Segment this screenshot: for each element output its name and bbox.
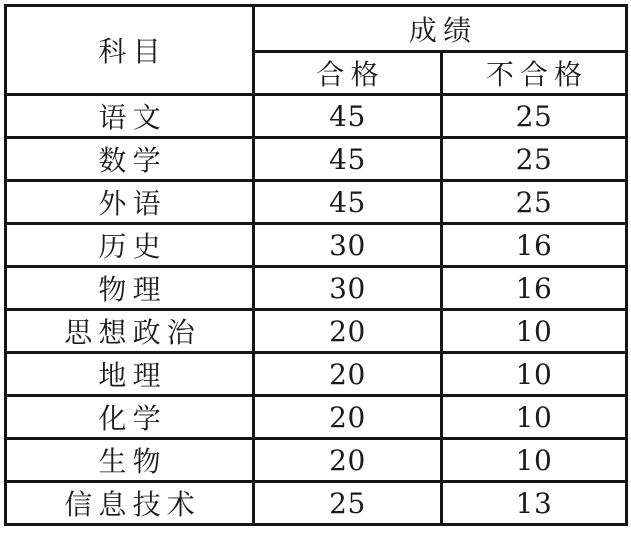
pass-cell: 20 xyxy=(254,353,442,396)
table-row xyxy=(6,224,627,267)
fail-cell: 10 xyxy=(442,353,627,396)
subject-cell: 思想政治 xyxy=(6,310,254,353)
table-row xyxy=(6,482,627,525)
scores-table xyxy=(4,4,628,526)
pass-cell: 45 xyxy=(254,181,442,224)
header-row-top xyxy=(6,6,627,52)
subject-cell: 数学 xyxy=(6,138,254,181)
fail-cell: 10 xyxy=(442,396,627,439)
table-row xyxy=(6,396,627,439)
fail-cell: 10 xyxy=(442,439,627,482)
header-pass: 合格 xyxy=(254,52,442,95)
fail-cell: 25 xyxy=(442,138,627,181)
fail-cell: 25 xyxy=(442,95,627,138)
fail-cell: 16 xyxy=(442,224,627,267)
table-row xyxy=(6,310,627,353)
pass-cell: 45 xyxy=(254,95,442,138)
header-score: 成绩 xyxy=(254,6,627,52)
pass-cell: 20 xyxy=(254,396,442,439)
fail-cell: 25 xyxy=(442,181,627,224)
table-row xyxy=(6,181,627,224)
fail-cell: 10 xyxy=(442,310,627,353)
pass-cell: 20 xyxy=(254,310,442,353)
subject-cell: 语文 xyxy=(6,95,254,138)
subject-cell: 历史 xyxy=(6,224,254,267)
table-row xyxy=(6,353,627,396)
subject-cell: 物理 xyxy=(6,267,254,310)
header-subject: 科目 xyxy=(6,6,254,95)
pass-cell: 30 xyxy=(254,267,442,310)
pass-cell: 20 xyxy=(254,439,442,482)
table-row xyxy=(6,95,627,138)
fail-cell: 16 xyxy=(442,267,627,310)
fail-cell: 13 xyxy=(442,482,627,525)
subject-cell: 外语 xyxy=(6,181,254,224)
subject-cell: 信息技术 xyxy=(6,482,254,525)
subject-cell: 生物 xyxy=(6,439,254,482)
table-row xyxy=(6,267,627,310)
header-fail: 不合格 xyxy=(442,52,627,95)
pass-cell: 45 xyxy=(254,138,442,181)
pass-cell: 25 xyxy=(254,482,442,525)
subject-cell: 地理 xyxy=(6,353,254,396)
subject-cell: 化学 xyxy=(6,396,254,439)
pass-cell: 30 xyxy=(254,224,442,267)
table-row xyxy=(6,138,627,181)
table-row xyxy=(6,439,627,482)
